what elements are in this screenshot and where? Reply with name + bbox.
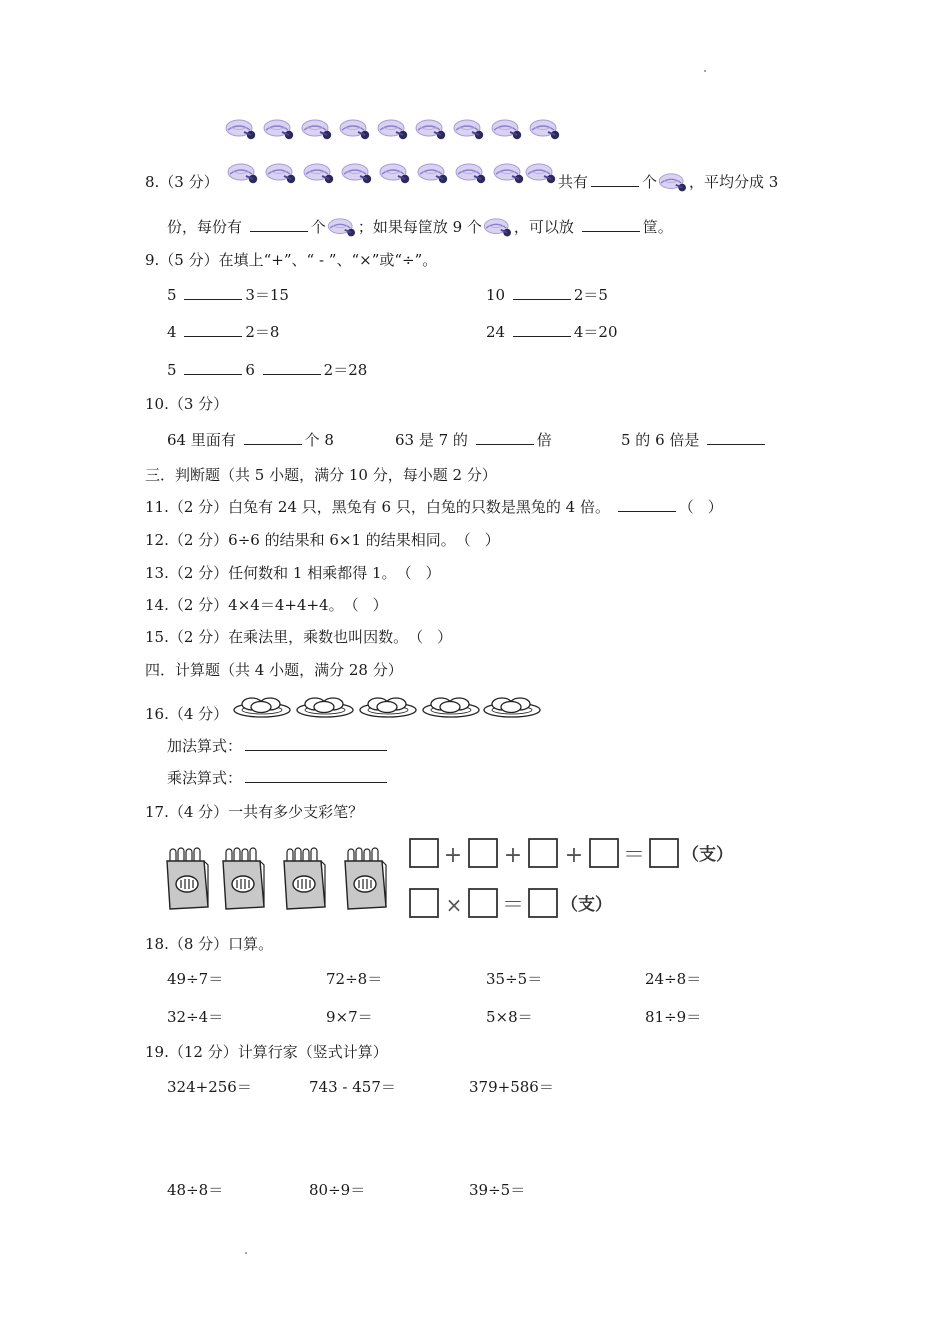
section-4-heading: 四．计算题（共 4 小题，满分 28 分） bbox=[145, 661, 403, 679]
q10-item-c bbox=[621, 430, 768, 450]
q8-text-ge: 个 bbox=[642, 173, 658, 191]
shuttlecock-row-top bbox=[224, 116, 564, 142]
q17-box-equations bbox=[408, 836, 738, 926]
q8-text-ge2: 个 bbox=[310, 218, 326, 236]
q18-item: 35÷5＝ bbox=[486, 970, 543, 988]
q10-b-left: 63 是 7 的 bbox=[395, 431, 468, 449]
q12-text: 12.（2 分）6÷6 的结果和 6×1 的结果相同。 bbox=[145, 531, 456, 549]
q9-item-e bbox=[167, 360, 367, 380]
q9-d-left: 24 bbox=[486, 323, 506, 341]
q13-line bbox=[145, 563, 441, 583]
unit-label: （支） bbox=[682, 845, 733, 865]
shuttlecock-icon bbox=[304, 164, 333, 183]
answer-box[interactable] bbox=[590, 839, 618, 867]
plate-icon bbox=[360, 698, 416, 717]
q11-text: 11.（2 分）白兔有 24 只，黑兔有 6 只，白兔的只数是黑兔的 4 倍。 bbox=[145, 498, 610, 516]
equals-sign: ＝ bbox=[622, 843, 646, 868]
plate-icon bbox=[484, 698, 540, 717]
q8-text-kuang: 筐。 bbox=[642, 218, 673, 236]
q10-b-right: 倍 bbox=[536, 431, 552, 449]
shuttlecock-icon bbox=[264, 120, 293, 139]
q8-line2 bbox=[167, 217, 673, 239]
scan-dot bbox=[245, 1252, 247, 1254]
crayon-box-icon bbox=[223, 848, 264, 909]
q10-item-b bbox=[395, 430, 552, 450]
shuttlecock-icon bbox=[340, 120, 369, 139]
times-sign: × bbox=[445, 893, 463, 917]
q15-line bbox=[145, 627, 452, 647]
q16-add-line bbox=[167, 736, 390, 756]
q16-mul-line bbox=[167, 768, 390, 788]
q9-a-right: 3＝15 bbox=[245, 286, 289, 304]
q13-text: 13.（2 分）任何数和 1 相乘都得 1。 bbox=[145, 564, 397, 582]
q19-title: 19.（12 分）计算行家（竖式计算） bbox=[145, 1043, 388, 1061]
q13-answer-paren[interactable] bbox=[397, 563, 441, 583]
q8-blank-total[interactable] bbox=[591, 172, 639, 187]
q19-item: 743 - 457＝ bbox=[309, 1078, 396, 1096]
plate-icon-group bbox=[232, 692, 544, 720]
crayon-box-icon bbox=[345, 848, 386, 909]
shuttlecock-icon bbox=[302, 120, 331, 139]
q10-a-blank[interactable] bbox=[244, 430, 302, 445]
q16-mul-label: 乘法算式： bbox=[167, 769, 243, 787]
q9-b-blank[interactable] bbox=[513, 285, 571, 300]
answer-box[interactable] bbox=[529, 839, 557, 867]
plate-icon bbox=[234, 698, 290, 717]
q9-item-d bbox=[486, 322, 618, 342]
q18-item: 9×7＝ bbox=[326, 1008, 373, 1026]
shuttlecock-icon bbox=[494, 164, 523, 183]
q19-item: 80÷9＝ bbox=[309, 1181, 366, 1199]
q9-e-blank1[interactable] bbox=[184, 360, 242, 375]
q16-number: 16.（4 分） bbox=[145, 705, 229, 723]
q8-line1 bbox=[558, 172, 778, 194]
q9-c-blank[interactable] bbox=[184, 322, 242, 337]
answer-box[interactable] bbox=[469, 839, 497, 867]
q16-add-label: 加法算式： bbox=[167, 737, 243, 755]
shuttlecock-icon bbox=[342, 164, 371, 183]
q9-e-left: 5 bbox=[167, 361, 177, 379]
q11-answer-paren[interactable] bbox=[679, 497, 723, 517]
q8-text-basket: ；如果每筐放 9 个 bbox=[357, 218, 482, 236]
q9-title: 9.（5 分）在填上“+”、“ - ”、“×”或“÷”。 bbox=[145, 251, 438, 269]
shuttlecock-icon bbox=[492, 120, 521, 139]
shuttlecock-icon bbox=[482, 217, 514, 239]
q9-d-right: 4＝20 bbox=[573, 323, 618, 341]
q12-line bbox=[145, 530, 500, 550]
plate-icon bbox=[423, 698, 479, 717]
q19-item: 379+586＝ bbox=[469, 1078, 554, 1096]
shuttlecock-icon bbox=[454, 120, 483, 139]
crayon-box-icon bbox=[167, 848, 208, 909]
q11-blank[interactable] bbox=[618, 497, 676, 512]
shuttlecock-icon-group bbox=[224, 116, 564, 144]
q15-answer-paren[interactable] bbox=[408, 627, 452, 647]
q10-c-blank[interactable] bbox=[707, 430, 765, 445]
shuttlecock-icon bbox=[657, 172, 689, 194]
plate-icon bbox=[297, 698, 353, 717]
answer-box[interactable] bbox=[410, 839, 438, 867]
q10-item-a bbox=[167, 430, 334, 450]
q14-answer-paren[interactable] bbox=[344, 595, 388, 615]
q18-title: 18.（8 分）口算。 bbox=[145, 935, 274, 953]
plus-sign: + bbox=[564, 843, 584, 868]
q9-item-c bbox=[167, 322, 279, 342]
q9-e-mid: 6 bbox=[245, 361, 255, 379]
q17-title: 17.（4 分）一共有多少支彩笔？ bbox=[145, 803, 364, 821]
q11-line bbox=[145, 497, 723, 517]
shuttlecock-icon bbox=[530, 120, 559, 139]
q10-a-left: 64 里面有 bbox=[167, 431, 236, 449]
q9-a-left: 5 bbox=[167, 286, 177, 304]
shuttlecock-icon-group bbox=[226, 160, 560, 188]
unit-label: （支） bbox=[561, 895, 612, 915]
plus-sign: + bbox=[443, 843, 463, 868]
q16-plates bbox=[232, 692, 544, 720]
shuttlecock-icon bbox=[380, 164, 409, 183]
q10-c-left: 5 的 6 倍是 bbox=[621, 431, 700, 449]
shuttlecock-icon bbox=[326, 217, 358, 239]
q8-blank-each[interactable] bbox=[250, 217, 308, 232]
answer-box[interactable] bbox=[529, 889, 557, 917]
q14-line bbox=[145, 595, 388, 615]
q19-item: 39÷5＝ bbox=[469, 1181, 526, 1199]
crayon-box-icon-group bbox=[164, 846, 390, 912]
shuttlecock-icon bbox=[266, 164, 295, 183]
answer-box[interactable] bbox=[469, 889, 497, 917]
q9-b-right: 2＝5 bbox=[573, 286, 608, 304]
q15-text: 15.（2 分）在乘法里，乘数也叫因数。 bbox=[145, 628, 409, 646]
q17-crayon-boxes bbox=[164, 846, 390, 912]
q9-c-left: 4 bbox=[167, 323, 177, 341]
q19-item: 48÷8＝ bbox=[167, 1181, 224, 1199]
shuttlecock-icon bbox=[456, 164, 485, 183]
q18-item: 24÷8＝ bbox=[645, 970, 702, 988]
q9-item-b bbox=[486, 285, 608, 305]
shuttlecock-icon bbox=[416, 120, 445, 139]
plus-sign: + bbox=[503, 843, 523, 868]
shuttlecock-icon bbox=[378, 120, 407, 139]
q14-text: 14.（2 分）4×4＝4+4+4。 bbox=[145, 596, 344, 614]
shuttlecock-icon bbox=[228, 164, 257, 183]
q10-a-right: 个 8 bbox=[304, 431, 334, 449]
scan-dot bbox=[704, 70, 706, 72]
q9-e-blank2[interactable] bbox=[263, 360, 321, 375]
q8-text-can: ，可以放 bbox=[513, 218, 574, 236]
q9-c-right: 2＝8 bbox=[245, 323, 280, 341]
shuttlecock-icon bbox=[418, 164, 447, 183]
answer-box[interactable] bbox=[410, 889, 438, 917]
q9-a-blank[interactable] bbox=[184, 285, 242, 300]
q9-item-a bbox=[167, 285, 289, 305]
q19-item: 324+256＝ bbox=[167, 1078, 252, 1096]
equals-sign: ＝ bbox=[501, 893, 525, 918]
q18-item: 32÷4＝ bbox=[167, 1008, 224, 1026]
q12-answer-paren[interactable] bbox=[456, 530, 500, 550]
q18-item: 5×8＝ bbox=[486, 1008, 533, 1026]
q8-text-each: 份，每份有 bbox=[167, 218, 243, 236]
q9-b-left: 10 bbox=[486, 286, 506, 304]
q18-item: 49÷7＝ bbox=[167, 970, 224, 988]
q8-blank-baskets[interactable] bbox=[582, 217, 640, 232]
shuttlecock-icon bbox=[226, 120, 255, 139]
q16-mul-blank[interactable] bbox=[245, 768, 387, 783]
q8-text-total: 共有 bbox=[558, 173, 589, 191]
q9-e-right: 2＝28 bbox=[323, 361, 368, 379]
q18-item: 81÷9＝ bbox=[645, 1008, 702, 1026]
q17-equations bbox=[408, 836, 738, 926]
q10-title: 10.（3 分） bbox=[145, 395, 229, 413]
q16-add-blank[interactable] bbox=[245, 736, 387, 751]
crayon-box-icon bbox=[284, 848, 325, 909]
q9-d-blank[interactable] bbox=[513, 322, 571, 337]
q8-number: 8.（3 分） bbox=[145, 173, 219, 191]
answer-box[interactable] bbox=[650, 839, 678, 867]
q8-text-divide: ，平均分成 3 bbox=[689, 173, 779, 191]
q18-item: 72÷8＝ bbox=[326, 970, 383, 988]
q10-b-blank[interactable] bbox=[476, 430, 534, 445]
shuttlecock-icon bbox=[526, 164, 555, 183]
shuttlecock-row-bottom bbox=[226, 160, 560, 188]
section-3-heading: 三．判断题（共 5 小题，满分 10 分，每小题 2 分） bbox=[145, 466, 497, 484]
